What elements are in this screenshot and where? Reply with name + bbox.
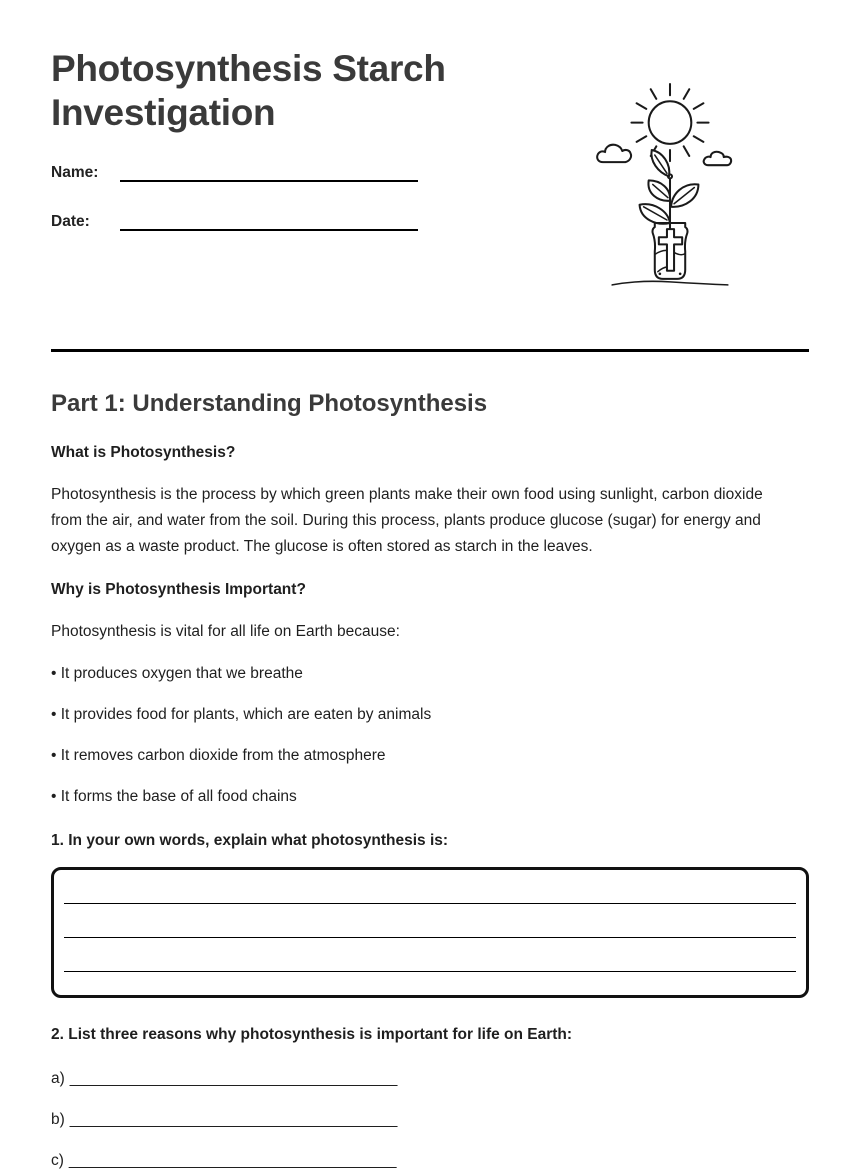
blank-line-b[interactable]: ______________________________________: [69, 1111, 398, 1128]
answer-box-q1[interactable]: [51, 867, 809, 998]
what-is-photosynthesis-paragraph: Photosynthesis is the process by which green plants make their own food using sunlight, carbon dioxide from the air, and water from the soil. During this process, plants produce glucose (sugar) for energy and oxygen as a waste product. The glucose is often stored as starch in the leaves.: [51, 486, 763, 555]
list-item: • It produces oxygen that we breathe: [51, 665, 303, 682]
name-input-line[interactable]: [120, 166, 418, 182]
question2-label: 2. List three reasons why photosynthesis is important for life on Earth:: [51, 1026, 573, 1043]
list-item: • It removes carbon dioxide from the atmosphere: [51, 747, 386, 764]
jar-icon: [652, 223, 687, 279]
answer-blank-row-b: [51, 1107, 809, 1133]
list-item: • It provides food for plants, which are eaten by animals: [51, 706, 432, 723]
blank-line-a[interactable]: ______________________________________: [69, 1070, 398, 1087]
what-is-photosynthesis-heading: What is Photosynthesis?: [51, 444, 236, 461]
answer-blank-row-c: [51, 1148, 809, 1174]
part1-heading: Part 1: Understanding Photosynthesis: [51, 390, 488, 417]
why-important-heading: Why is Photosynthesis Important?: [51, 581, 306, 598]
plant-jar-sun-illustration: [593, 82, 747, 290]
answer-write-line[interactable]: [64, 904, 796, 938]
ground-line: [612, 281, 728, 285]
question1-label: 1. In your own words, explain what photosynthesis is:: [51, 832, 449, 849]
blank-label-c: c): [51, 1152, 64, 1169]
name-label: Name:: [51, 164, 99, 181]
answer-write-line[interactable]: [64, 938, 796, 972]
section-divider: [51, 349, 809, 352]
blank-label-a: a): [51, 1070, 65, 1087]
date-label: Date:: [51, 213, 90, 230]
sun-icon: [631, 84, 708, 161]
list-item: • It forms the base of all food chains: [51, 788, 297, 805]
why-important-intro: Photosynthesis is vital for all life on Earth because:: [51, 623, 400, 640]
blank-label-b: b): [51, 1111, 65, 1128]
cloud-right-icon: [704, 152, 731, 165]
cloud-left-icon: [597, 145, 631, 162]
page-title: Photosynthesis Starch Investigation: [51, 48, 446, 133]
blank-line-c[interactable]: ______________________________________: [68, 1152, 397, 1169]
answer-blank-row-a: [51, 1066, 809, 1092]
plant-icon: [640, 150, 699, 234]
answer-write-line[interactable]: [64, 870, 796, 904]
date-input-line[interactable]: [120, 215, 418, 231]
